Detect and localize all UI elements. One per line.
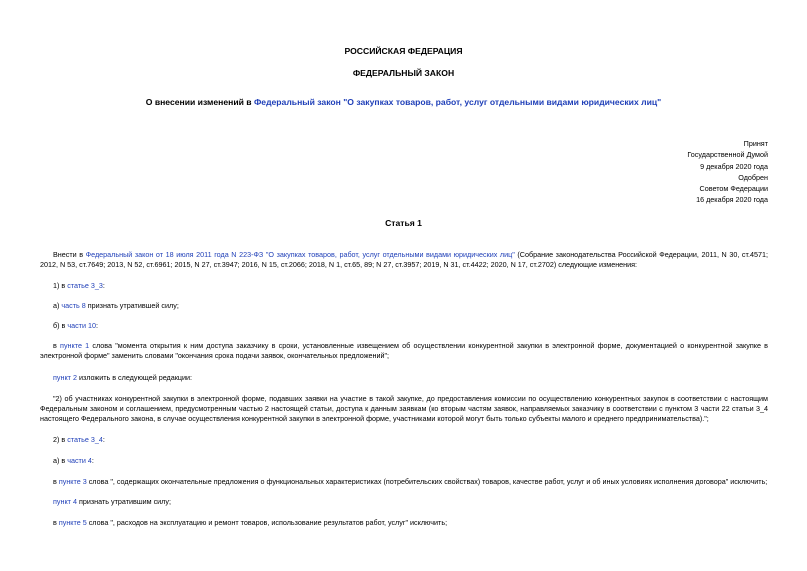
document-law-type: ФЕДЕРАЛЬНЫЙ ЗАКОН (352, 68, 455, 78)
item-1b: б) в части 10: (53, 321, 98, 330)
item-2a-point4: пункт 4 признать утратившим силу; (53, 497, 171, 506)
point-1-link[interactable]: пункте 1 (60, 341, 90, 350)
law-223-link[interactable]: Федеральный закон от 18 июля 2011 года N 223-ФЗ "О закупках товаров, работ, услуг отдельными видами юридических лиц" (85, 250, 515, 259)
document-country: РОССИЙСКАЯ ФЕДЕРАЦИЯ (344, 46, 463, 56)
point-2-link[interactable]: пункт 2 (53, 373, 77, 382)
adoption-line: Принят (743, 139, 768, 148)
item-2a-point5: в пункте 5 слова ", расходов на эксплуатацию и ремонт товаров, использование результатов работ, услуг" исключить; (53, 518, 448, 527)
document-title (0, 97, 807, 107)
adoption-line: 16 декабря 2020 года (696, 195, 768, 205)
item-1a: а) часть 8 признать утратившей силу; (53, 301, 179, 310)
intro-paragraph: Внести в Федеральный закон от 18 июля 2011 года N 223-ФЗ "О закупках товаров, работ, услуг отдельными видами юридических лиц" (Собрание законодательства Российской Федерации, 2011, N 30, ст.4571; 2012, N 53, ст.7649; 2013, N 52, ст.6961; 2015, N 27, ст.3947; 2016, N 15, ст.2066; 2018, N 1, ст.65, 89; N 27, ст.3957; 2019, N 31, ст.4422; 2020, N 17, ст.2702) следующие изменения: (40, 250, 768, 269)
title-prefix: О внесении изменений в (145, 97, 254, 107)
adoption-block (687, 138, 768, 206)
item-1b-point2: пункт 2 изложить в следующей редакции: (53, 373, 193, 382)
item-1: 1) в статье 3_3: (53, 281, 105, 290)
article-heading: Статья 1 (385, 218, 422, 228)
point-3-link[interactable]: пункте 3 (58, 477, 87, 486)
article-3-3-link[interactable]: статье 3_3 (67, 281, 103, 290)
point-4-link[interactable]: пункт 4 (53, 497, 77, 506)
adoption-line: Советом Федерации (699, 184, 768, 194)
item-1b-point1: в пункте 1 слова "момента открытия к ним доступа заказчику в сроки, установленные извещением об осуществлении конкурентной закупки в электронной форме, документацией о конкурентной закупке в электронной форме" заменить словами "окончания срока подачи заявок, окончательных предложений"; (40, 341, 768, 360)
item-2: 2) в статье 3_4: (53, 435, 105, 444)
part-4-link[interactable]: части 4 (67, 456, 92, 465)
item-2a-point3: в пункте 3 слова ", содержащих окончательные предложения о функциональных характеристиках (потребительских свойствах) товаров, качестве работ, услуг и об иных условиях исполнения договора" исключить; (53, 477, 768, 486)
quoted-new-text: "2) об участниках конкурентной закупки в электронной форме, подавших заявки на участие в такой закупке, до предоставления комиссии по осуществлению конкурентных закупок в соответствии с настоящим Федеральным законом и соглашением, предусмотренным частью 2 настоящей статьи, доступа к данным заявкам (ко вторым частям заявок, направляемых заказчику в соответствии с пунктом 3 части 22 статьи 3_4 настоящего Федерального закона, в случае осуществления конкурентной закупки в электронной форме, участниками которой могут быть только субъекты малого и среднего предпринимательства)."; (40, 394, 768, 423)
item-2a: а) в части 4: (53, 456, 94, 465)
part-10-link[interactable]: части 10 (67, 321, 96, 330)
point-5-link[interactable]: пункте 5 (58, 518, 87, 527)
adoption-line: 9 декабря 2020 года (700, 161, 768, 171)
part-8-link[interactable]: часть 8 (61, 301, 86, 310)
adoption-line: Одобрен (738, 172, 768, 182)
adoption-line: Государственной Думой (687, 150, 768, 160)
article-3-4-link[interactable]: статье 3_4 (67, 435, 103, 444)
title-law-link[interactable]: Федеральный закон "О закупках товаров, работ, услуг отдельными видами юридических лиц" (253, 97, 662, 107)
